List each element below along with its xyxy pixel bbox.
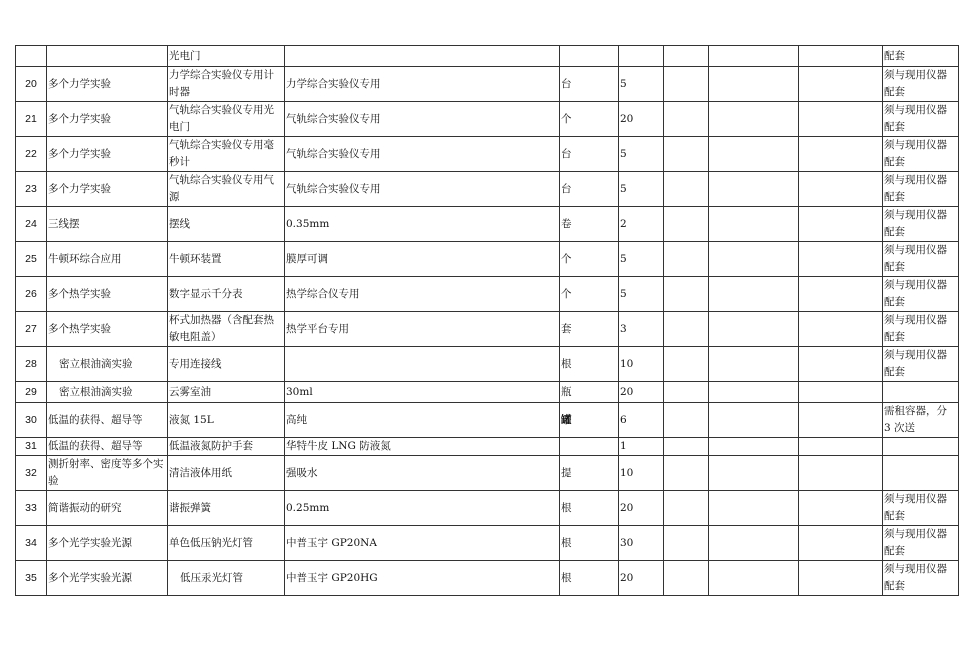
empty-cell	[664, 102, 709, 137]
item-unit: 根	[560, 347, 619, 382]
item-unit: 根	[560, 491, 619, 526]
item-unit: 根	[560, 561, 619, 596]
empty-cell	[709, 242, 799, 277]
item-note: 须与现用仪器配套	[883, 67, 959, 102]
experiment-name: 多个光学实验光源	[47, 561, 168, 596]
empty-cell	[799, 102, 883, 137]
item-note: 需租容器，分 3 次送	[883, 403, 959, 438]
table-row	[16, 172, 959, 207]
item-name: 摆线	[168, 207, 285, 242]
item-name: 专用连接线	[168, 347, 285, 382]
empty-cell	[799, 347, 883, 382]
row-number	[16, 46, 47, 67]
empty-cell	[799, 456, 883, 491]
item-quantity	[619, 46, 664, 67]
empty-cell	[709, 561, 799, 596]
item-note: 须与现用仪器配套	[883, 137, 959, 172]
item-spec: 热学平台专用	[285, 312, 560, 347]
table-row	[16, 561, 959, 596]
item-quantity: 20	[619, 561, 664, 596]
item-note: 须与现用仪器配套	[883, 102, 959, 137]
empty-cell	[799, 242, 883, 277]
item-name: 液氮 15L	[168, 403, 285, 438]
item-name: 牛顿环装置	[168, 242, 285, 277]
empty-cell	[664, 312, 709, 347]
row-number: 26	[16, 277, 47, 312]
experiment-name: 多个力学实验	[47, 137, 168, 172]
empty-cell	[709, 277, 799, 312]
experiment-name: 多个力学实验	[47, 67, 168, 102]
item-quantity: 5	[619, 172, 664, 207]
empty-cell	[709, 312, 799, 347]
item-quantity: 10	[619, 347, 664, 382]
table-row	[16, 491, 959, 526]
item-unit: 个	[560, 277, 619, 312]
empty-cell	[664, 172, 709, 207]
item-quantity: 5	[619, 242, 664, 277]
empty-cell	[799, 137, 883, 172]
empty-cell	[709, 172, 799, 207]
item-note: 须与现用仪器配套	[883, 242, 959, 277]
empty-cell	[799, 438, 883, 456]
row-number: 24	[16, 207, 47, 242]
empty-cell	[709, 67, 799, 102]
empty-cell	[664, 526, 709, 561]
experiment-name: 三线摆	[47, 207, 168, 242]
experiment-name: 多个力学实验	[47, 172, 168, 207]
row-number: 35	[16, 561, 47, 596]
empty-cell	[664, 382, 709, 403]
item-spec: 强吸水	[285, 456, 560, 491]
item-name: 数字显示千分表	[168, 277, 285, 312]
experiment-name: 密立根油滴实验	[47, 382, 168, 403]
item-unit: 台	[560, 137, 619, 172]
item-unit: 套	[560, 312, 619, 347]
empty-cell	[664, 438, 709, 456]
experiment-name: 低温的获得、超导等	[47, 403, 168, 438]
item-note: 须与现用仪器配套	[883, 277, 959, 312]
empty-cell	[664, 277, 709, 312]
empty-cell	[799, 561, 883, 596]
empty-cell	[709, 102, 799, 137]
item-unit: 卷	[560, 207, 619, 242]
empty-cell	[664, 491, 709, 526]
experiment-name: 多个热学实验	[47, 312, 168, 347]
empty-cell	[799, 526, 883, 561]
item-name: 低压汞光灯管	[168, 561, 285, 596]
item-spec: 气轨综合实验仪专用	[285, 172, 560, 207]
item-note: 须与现用仪器配套	[883, 172, 959, 207]
item-spec: 30ml	[285, 382, 560, 403]
equipment-table	[15, 45, 959, 596]
empty-cell	[709, 526, 799, 561]
row-number: 23	[16, 172, 47, 207]
table-row	[16, 277, 959, 312]
row-number: 27	[16, 312, 47, 347]
item-quantity: 10	[619, 456, 664, 491]
empty-cell	[799, 67, 883, 102]
item-spec: 气轨综合实验仪专用	[285, 102, 560, 137]
item-note: 须与现用仪器配套	[883, 312, 959, 347]
item-spec	[285, 46, 560, 67]
row-number: 28	[16, 347, 47, 382]
row-number: 20	[16, 67, 47, 102]
item-note	[883, 382, 959, 403]
experiment-name: 密立根油滴实验	[47, 347, 168, 382]
row-number: 29	[16, 382, 47, 403]
row-number: 22	[16, 137, 47, 172]
table-row	[16, 347, 959, 382]
empty-cell	[664, 46, 709, 67]
empty-cell	[709, 137, 799, 172]
item-spec: 气轨综合实验仪专用	[285, 137, 560, 172]
item-unit	[560, 46, 619, 67]
empty-cell	[709, 207, 799, 242]
item-name: 气轨综合实验仪专用毫秒计	[168, 137, 285, 172]
empty-cell	[799, 46, 883, 67]
item-unit: 罐	[560, 403, 619, 438]
table-row	[16, 382, 959, 403]
item-note: 须与现用仪器配套	[883, 561, 959, 596]
item-unit: 台	[560, 172, 619, 207]
empty-cell	[709, 491, 799, 526]
item-quantity: 1	[619, 438, 664, 456]
empty-cell	[664, 347, 709, 382]
item-note: 须与现用仪器配套	[883, 347, 959, 382]
empty-cell	[664, 242, 709, 277]
item-unit	[560, 438, 619, 456]
empty-cell	[664, 137, 709, 172]
table-row	[16, 67, 959, 102]
item-quantity: 20	[619, 491, 664, 526]
item-quantity: 6	[619, 403, 664, 438]
item-quantity: 5	[619, 137, 664, 172]
item-spec: 膜厚可调	[285, 242, 560, 277]
experiment-name: 多个热学实验	[47, 277, 168, 312]
item-note	[883, 438, 959, 456]
empty-cell	[799, 312, 883, 347]
row-number: 25	[16, 242, 47, 277]
item-spec: 华特牛皮 LNG 防液氮	[285, 438, 560, 456]
item-spec: 热学综合仪专用	[285, 277, 560, 312]
item-spec: 高纯	[285, 403, 560, 438]
empty-cell	[799, 382, 883, 403]
item-quantity: 30	[619, 526, 664, 561]
table-row	[16, 456, 959, 491]
item-unit: 提	[560, 456, 619, 491]
empty-cell	[709, 438, 799, 456]
item-name: 低温液氮防护手套	[168, 438, 285, 456]
item-unit: 个	[560, 102, 619, 137]
item-spec: 中普玉宇 GP20HG	[285, 561, 560, 596]
row-number: 34	[16, 526, 47, 561]
experiment-name: 多个光学实验光源	[47, 526, 168, 561]
empty-cell	[799, 207, 883, 242]
item-unit: 瓶	[560, 382, 619, 403]
empty-cell	[799, 277, 883, 312]
item-unit: 根	[560, 526, 619, 561]
empty-cell	[799, 491, 883, 526]
empty-cell	[709, 403, 799, 438]
row-number: 30	[16, 403, 47, 438]
table-row	[16, 46, 959, 67]
item-spec: 力学综合实验仪专用	[285, 67, 560, 102]
empty-cell	[664, 207, 709, 242]
item-name: 杯式加热器（含配套热敏电阻盖）	[168, 312, 285, 347]
item-note: 须与现用仪器配套	[883, 491, 959, 526]
empty-cell	[799, 403, 883, 438]
item-note: 配套	[883, 46, 959, 67]
row-number: 32	[16, 456, 47, 491]
empty-cell	[799, 172, 883, 207]
table-row	[16, 438, 959, 456]
empty-cell	[709, 456, 799, 491]
item-name: 力学综合实验仪专用计时器	[168, 67, 285, 102]
experiment-name: 低温的获得、超导等	[47, 438, 168, 456]
empty-cell	[664, 561, 709, 596]
experiment-name: 多个力学实验	[47, 102, 168, 137]
empty-cell	[664, 403, 709, 438]
row-number: 31	[16, 438, 47, 456]
row-number: 33	[16, 491, 47, 526]
empty-cell	[709, 347, 799, 382]
item-note	[883, 456, 959, 491]
item-name: 光电门	[168, 46, 285, 67]
item-quantity: 20	[619, 102, 664, 137]
experiment-name	[47, 46, 168, 67]
item-note: 须与现用仪器配套	[883, 526, 959, 561]
table-row	[16, 207, 959, 242]
item-spec: 0.25mm	[285, 491, 560, 526]
table-row	[16, 312, 959, 347]
item-quantity: 2	[619, 207, 664, 242]
item-name: 气轨综合实验仪专用气源	[168, 172, 285, 207]
table-row	[16, 137, 959, 172]
item-spec: 0.35mm	[285, 207, 560, 242]
item-name: 气轨综合实验仪专用光电门	[168, 102, 285, 137]
item-note: 须与现用仪器配套	[883, 207, 959, 242]
table-row	[16, 403, 959, 438]
item-quantity: 20	[619, 382, 664, 403]
table-row	[16, 242, 959, 277]
item-quantity: 5	[619, 67, 664, 102]
item-quantity: 3	[619, 312, 664, 347]
empty-cell	[664, 456, 709, 491]
item-name: 单色低压钠光灯管	[168, 526, 285, 561]
table-row	[16, 526, 959, 561]
table-row	[16, 102, 959, 137]
experiment-name: 简谐振动的研究	[47, 491, 168, 526]
item-name: 云雾室油	[168, 382, 285, 403]
item-spec	[285, 347, 560, 382]
item-name: 清洁液体用纸	[168, 456, 285, 491]
empty-cell	[709, 46, 799, 67]
item-quantity: 5	[619, 277, 664, 312]
empty-cell	[709, 382, 799, 403]
experiment-name: 牛顿环综合应用	[47, 242, 168, 277]
item-spec: 中普玉宇 GP20NA	[285, 526, 560, 561]
row-number: 21	[16, 102, 47, 137]
item-name: 谐振弹簧	[168, 491, 285, 526]
item-unit: 个	[560, 242, 619, 277]
empty-cell	[664, 67, 709, 102]
experiment-name: 测折射率、密度等多个实验	[47, 456, 168, 491]
item-unit: 台	[560, 67, 619, 102]
